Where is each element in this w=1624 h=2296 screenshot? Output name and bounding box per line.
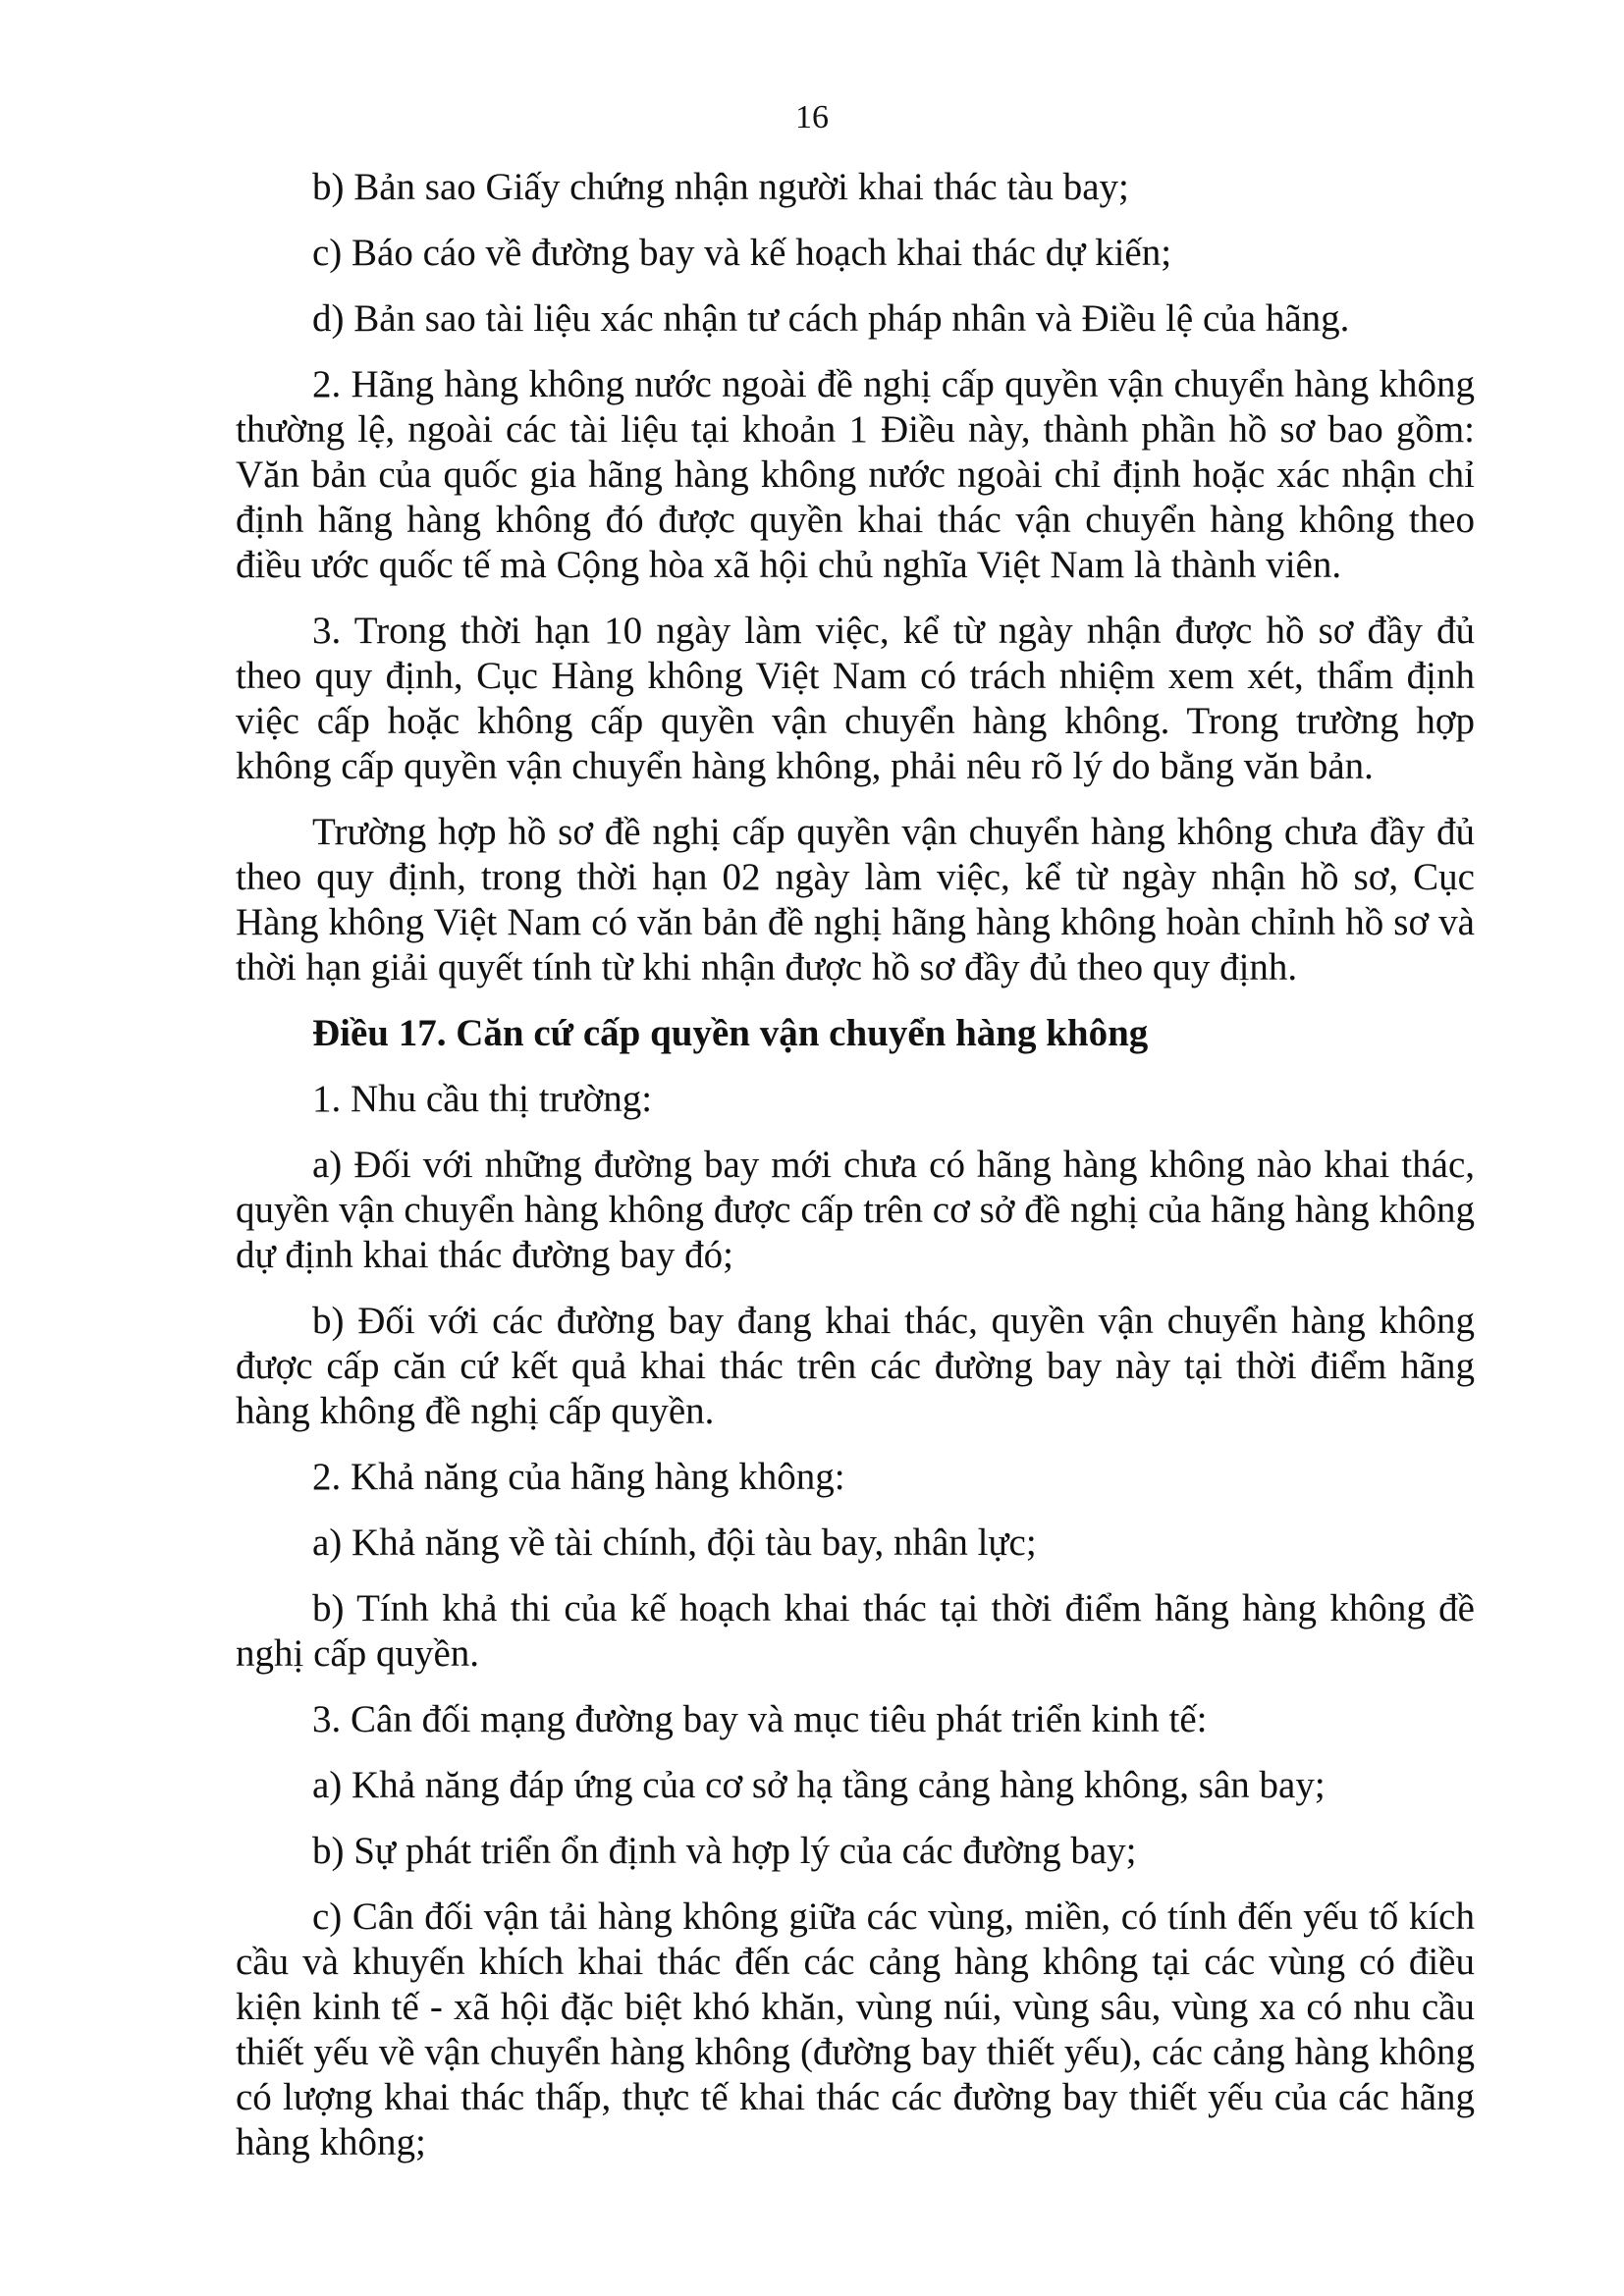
paragraph-clause-2: 2. Hãng hàng không nước ngoài đề nghị cấp quyền vận chuyển hàng không thường lệ, ngoài các tài liệu tại khoản 1 Điều này, thành phần hồ sơ bao gồm: Văn bản của quốc gia hãng hàng không nước ngoài chỉ định hoặc xác nhận chỉ định hãng hàng không đó được quyền khai thác vận chuyển hàng không theo điều ước quốc tế mà Cộng hòa xã hội chủ nghĩa Việt Nam là thành viên. — [236, 363, 1475, 586]
article-17-heading: Điều 17. Căn cứ cấp quyền vận chuyển hàng không — [312, 1012, 1149, 1054]
paragraph-1b: b) Bản sao Giấy chứng nhận người khai thác tàu bay; — [312, 166, 1129, 208]
paragraph-17-2: 2. Khả năng của hãng hàng không: — [312, 1456, 845, 1498]
paragraph-1c: c) Báo cáo về đường bay và kế hoạch khai thác dự kiến; — [312, 232, 1172, 274]
paragraph-17-3a: a) Khả năng đáp ứng của cơ sở hạ tầng cảng hàng không, sân bay; — [312, 1764, 1326, 1806]
paragraph-clause-3-continued: Trường hợp hồ sơ đề nghị cấp quyền vận chuyển hàng không chưa đầy đủ theo quy định, trong thời hạn 02 ngày làm việc, kể từ ngày nhận hồ sơ, Cục Hàng không Việt Nam có văn bản đề nghị hãng hàng không hoàn chỉnh hồ sơ và thời hạn giải quyết tính từ khi nhận được hồ sơ đầy đủ theo quy định. — [236, 811, 1475, 988]
paragraph-1d: d) Bản sao tài liệu xác nhận tư cách pháp nhân và Điều lệ của hãng. — [312, 297, 1350, 340]
paragraph-17-1: 1. Nhu cầu thị trường: — [312, 1078, 653, 1120]
paragraph-17-1b: b) Đối với các đường bay đang khai thác, quyền vận chuyển hàng không được cấp căn cứ kết quả khai thác trên các đường bay này tại thời điểm hãng hàng không đề nghị cấp quyền. — [236, 1300, 1475, 1432]
document-body — [236, 165, 1475, 2186]
paragraph-17-2b: b) Tính khả thi của kế hoạch khai thác tại thời điểm hãng hàng không đề nghị cấp quyền. — [236, 1587, 1475, 1675]
paragraph-17-1a: a) Đối với những đường bay mới chưa có hãng hàng không nào khai thác, quyền vận chuyển hàng không được cấp trên cơ sở đề nghị của hãng hàng không dự định khai thác đường bay đó; — [236, 1144, 1475, 1276]
paragraph-clause-3: 3. Trong thời hạn 10 ngày làm việc, kể từ ngày nhận được hồ sơ đầy đủ theo quy định, Cục Hàng không Việt Nam có trách nhiệm xem xét, thẩm định việc cấp hoặc không cấp quyền vận chuyển hàng không. Trong trường hợp không cấp quyền vận chuyển hàng không, phải nêu rõ lý do bằng văn bản. — [236, 610, 1475, 787]
paragraph-17-3c: c) Cân đối vận tải hàng không giữa các vùng, miền, có tính đến yếu tố kích cầu và khuyến khích khai thác đến các cảng hàng không tại các vùng có điều kiện kinh tế - xã hội đặc biệt khó khăn, vùng núi, vùng sâu, vùng xa có nhu cầu thiết yếu về vận chuyển hàng không (đường bay thiết yếu), các cảng hàng không có lượng khai thác thấp, thực tế khai thác các đường bay thiết yếu của các hãng hàng không; — [236, 1896, 1475, 2163]
paragraph-17-2a: a) Khả năng về tài chính, đội tàu bay, nhân lực; — [312, 1522, 1037, 1564]
paragraph-17-3: 3. Cân đối mạng đường bay và mục tiêu phát triển kinh tế: — [312, 1698, 1208, 1740]
paragraph-17-3b: b) Sự phát triển ổn định và hợp lý của các đường bay; — [312, 1830, 1137, 1872]
page-number: 16 — [795, 99, 829, 135]
